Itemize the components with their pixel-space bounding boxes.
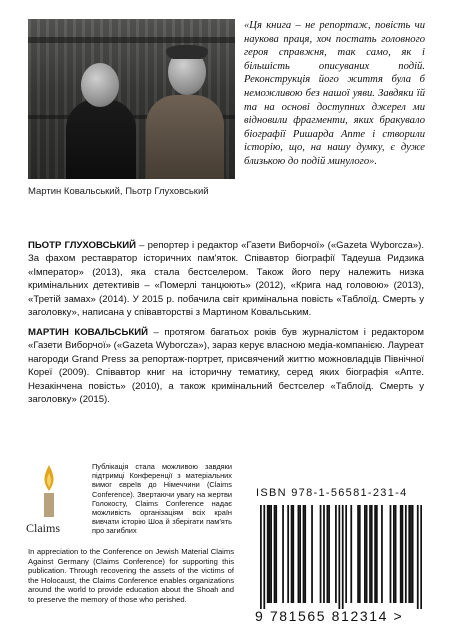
isbn-label: ISBN 978-1-56581-231-4 (256, 487, 408, 499)
person-left-figure (66, 49, 136, 179)
candle-flame-icon (30, 463, 68, 519)
barcode-bar (303, 505, 305, 603)
authors-photo (28, 19, 235, 179)
barcode-bar (260, 505, 262, 609)
barcode-bar (335, 505, 337, 603)
barcode-bar (381, 505, 383, 603)
claims-note-ukrainian: Публікація стала можливою завдяки підтримці Конференції з матеріальних вимог євреїв до Німеччини (Claims Conference). Звертаючи увагу на жертви Голокосту, Claims Conference надає можливість організаціям всіх країн вивчати історію Шоа й зберігати пам'ять про загиблих (92, 462, 232, 536)
isbn-barcode (260, 505, 422, 609)
barcode-bar (323, 505, 325, 603)
barcode-bar (328, 505, 330, 603)
author-bio-text: – репортер і редактор «Газети Виборчої» («Gazeta Wyborcza»). За фахом реставратор історичних пам'яток. Співавтор біографії Тадеуша Ридзика «Імператор» (2013), яка стала бестселером. Також його перу належить низка кримінальних детективів – «Померлі танцюють» (2012), «Крига над головою» (2013), «Третій замах» (2014). У 2015 р. побачила світ кримінальна повість «Таблоїд. Смерть у заголовку», написана у співавторстві з Мартином Ковальським. (28, 240, 424, 319)
author-bio-text: – протягом багатьох років був журналістом і редактором «Газети Виборчої» («Gazeta Wyborcza»), зараз керує власною медіа-компанією. Лауреат нагороди Grand Press за репортаж-портрет, присвячений життю можновладців Північної Кореї (2009). Співавтор книг на історичну тематику, серед яких біографія «Апте. Незакінчена повість» (2010), а також кримінальний бестселер «Таблоїд. Смерть у заголовку» (2015). (28, 327, 425, 406)
barcode-bar (395, 505, 397, 603)
barcode-bar (311, 505, 313, 603)
barcode-bar (405, 505, 407, 603)
barcode-bar (274, 505, 276, 603)
author-bio-glukhovsky (28, 239, 424, 319)
barcode-bar (269, 505, 271, 603)
barcode-bar (342, 505, 344, 609)
barcode-bar (400, 505, 402, 603)
barcode-bar (410, 505, 412, 603)
barcode-bar (267, 505, 269, 603)
author-bio-kowalski (28, 326, 424, 406)
barcode-bar (338, 505, 340, 609)
barcode-bar (270, 505, 272, 603)
barcode-bar (357, 505, 359, 603)
barcode-bar (298, 505, 300, 603)
barcode-bar (345, 505, 347, 603)
barcode-bar (366, 505, 368, 603)
barcode-bar (320, 505, 322, 603)
barcode-bar (299, 505, 301, 603)
barcode-digits: 9 781565 812314 > (255, 608, 404, 624)
barcode-bar (263, 505, 265, 609)
barcode-bar (287, 505, 289, 603)
claims-note-english: In appreciation to the Conference on Jewish Material Claims Against Germany (Claims Conference) for supporting this publication. Through recovering the assets of the victims of the Holocaust, the Claims Conference enables organizations around the world to provide education about the Shoah and to preserve the memory of those who perished. (28, 547, 234, 604)
author-name: ПЬОТР ГЛУХОВСЬКИЙ (28, 240, 137, 251)
barcode-bar (359, 505, 361, 603)
claims-logo-label: Claims (26, 521, 61, 535)
barcode-bar (275, 505, 277, 603)
book-quote: «Ця книга – не репортаж, повість чи наукова праця, хоч постать головного героя справжня, так само, як і більшість описуваних подій. Реконструкція його життя була б неможливою без нашої уяви. Завдяки їй та на основі доступних джерел ми відновили фрагменти, яких бракувало біографії Ришарда Апте і створили історію, що, на нашу думку, є дуже близькою до подій минулого». (244, 20, 425, 167)
barcode-bar (402, 505, 404, 603)
author-name: МАРТИН КОВАЛЬСЬКИЙ (28, 327, 149, 338)
barcode-bar (292, 505, 294, 603)
barcode-bar (327, 505, 329, 603)
barcode-bar (282, 505, 284, 603)
barcode-bar (390, 505, 392, 603)
barcode-bar (408, 505, 410, 603)
barcode-bar (393, 505, 395, 603)
barcode-bar (417, 505, 419, 609)
barcode-bar (369, 505, 371, 603)
barcode-bar (420, 505, 422, 609)
person-right-figure (146, 39, 224, 179)
barcode-bar (376, 505, 378, 603)
barcode-bar (291, 505, 293, 603)
barcode-bar (412, 505, 414, 603)
barcode-bar (304, 505, 306, 603)
barcode-bar (350, 505, 352, 603)
barcode-bar (374, 505, 376, 603)
barcode-bar (364, 505, 366, 603)
photo-caption: Мартин Ковальський, Пьотр Глуховський (28, 186, 209, 197)
barcode-bar (371, 505, 373, 603)
